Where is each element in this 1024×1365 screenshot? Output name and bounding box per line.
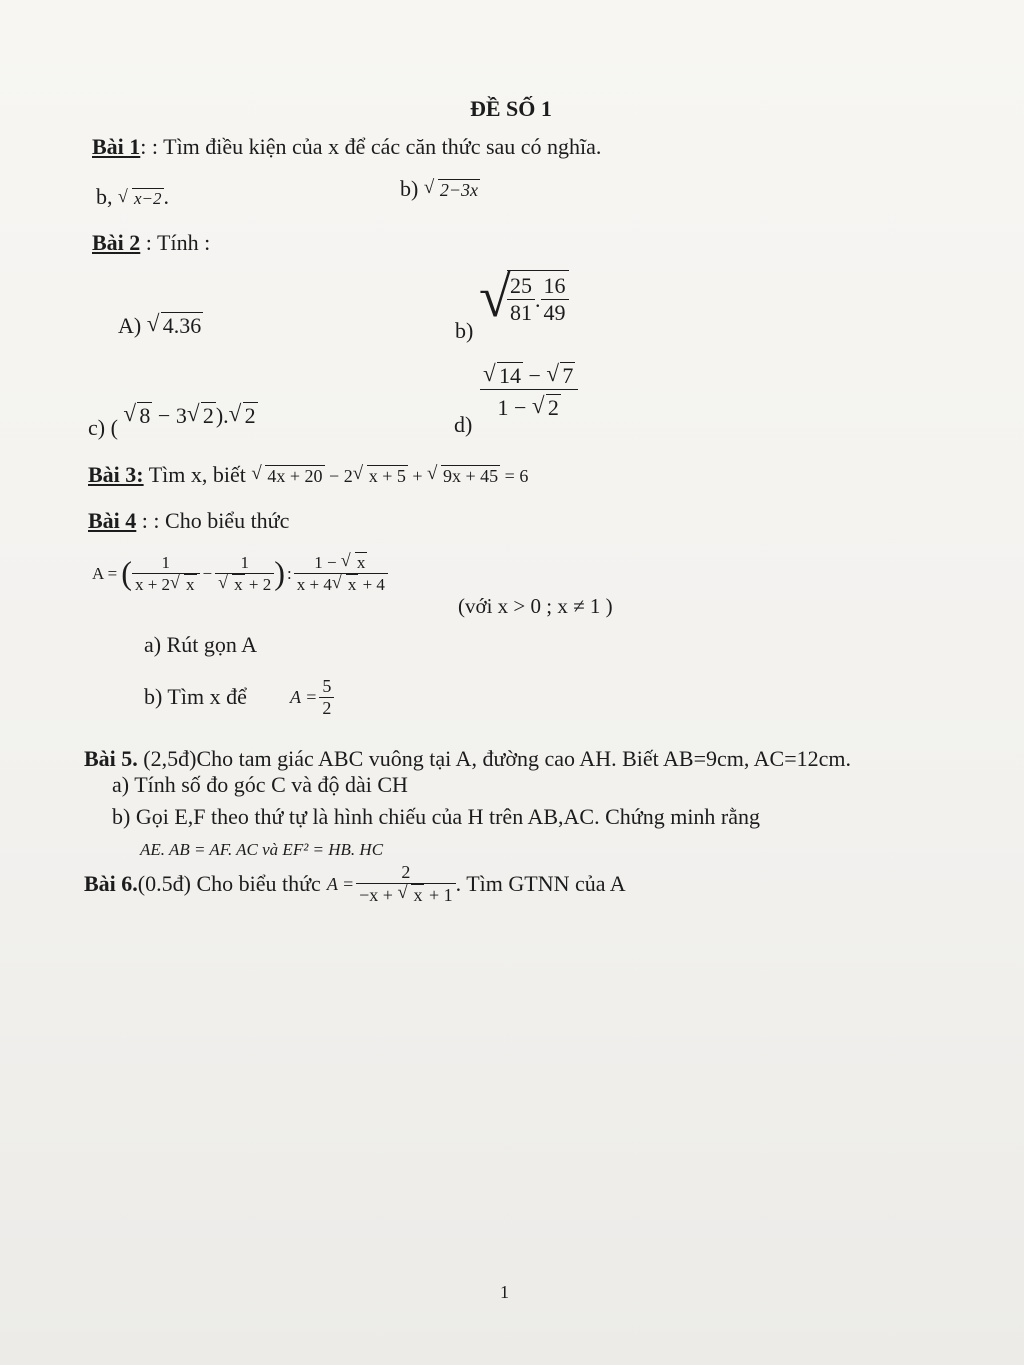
bai4-frac2 [215,553,274,595]
bai4-qb-num: 5 [322,676,332,696]
bai5-qb-equation: AE. AB = AF. AC và EF² = HB. HC [140,840,384,859]
bai4-condition: (với x > 0 ; x ≠ 1 ) [458,594,613,618]
bai2-c-radical3: √ 2 [228,400,256,428]
bai2-d-den: 1 − √ 2 [480,389,578,421]
bai4-minus: − [202,563,213,583]
bai4-f1-den-pre: x + 2 [134,574,171,594]
bai4-label: Bài 4 [88,508,137,533]
bai1-a-expr: x−2 [134,189,162,208]
bai4-f3-den: x + 4 √ x + 4 [294,573,388,595]
bai4-f2-den: √ x + 2 [215,573,274,595]
bai1-a-radical: √ x−2 [118,186,162,208]
bai4-f2-den-r: x [234,574,243,594]
bai1-a-label: b, [96,184,113,209]
bai1-intro: : : Tìm điều kiện của x để các căn thức sau có nghĩa. [140,134,602,159]
bai2-c-mid: − 3 [152,403,187,428]
bai5-label: Bài 5. [84,746,138,771]
bai2-d-frac [480,362,578,421]
bai2-b-frac1-den: 81 [507,299,535,326]
bai5-intro: (2,5đ)Cho tam giác ABC vuông tại A, đường cao AH. Biết AB=9cm, AC=12cm. [137,746,852,771]
bai4-colon: : [287,563,292,583]
bai6-frac [356,862,455,906]
bai4-f3-num-pre: 1 − [314,553,341,572]
bai3-intro: Tìm x, biết [143,462,252,487]
bai2-intro: : Tính : [140,230,211,255]
bai4-f3-num-r: x [356,553,366,572]
bai2-b-label: b) [455,318,474,343]
bai1-b-expr: 2−3x [439,180,478,200]
bai2-label: Bài 2 [92,230,141,255]
bai5-heading [84,746,851,772]
bai6-line [84,862,626,906]
bai3-r3: 9x + 45 [443,466,499,486]
bai2-part-a [118,312,203,339]
bai2-c-label: c) ( [88,415,118,440]
bai4-intro: : : Cho biểu thức [136,508,290,533]
bai1-heading [92,134,601,160]
bai2-b-frac1-num: 25 [510,273,532,298]
bai4-f1-num: 1 [161,552,170,572]
bai2-c-radical1: √ 8 [123,400,151,428]
bai2-d-den-pre: 1 − [497,395,532,420]
bai1-b-label: b) [400,176,419,201]
bai5-question-b: b) Gọi E,F theo thứ tự là hình chiếu của H trên AB,AC. Chứng minh rằng [112,804,761,829]
bai2-c-r1: 8 [139,403,151,428]
bai3-equation: √ 4x + 20 − 2 √ x + 5 + √ 9x + 45 = 6 [251,463,529,486]
bai2-a-expr: 4.36 [162,313,202,338]
bai4-qb-den: 2 [319,697,334,719]
bai4-qb-text: b) Tìm x để [144,684,247,709]
bai4-frac1 [132,553,200,595]
bai3-label: Bài 3: [88,462,144,487]
bai5-question-a: a) Tính số đo góc C và độ dài CH [112,772,408,797]
bai2-b-frac2 [541,273,569,326]
bai4-qb-equation [290,676,334,719]
bai1-a-end: . [163,184,170,209]
bai6-den-post: + 1 [424,885,453,905]
bai4-f3-den-post: + 4 [358,575,385,594]
bai1-label: Bài 1 [92,134,141,159]
bai2-b-radicand [507,270,569,326]
bai4-f2-den-post: + 2 [244,574,272,594]
bai3-r2: x + 5 [368,466,406,486]
bai6-end: . Tìm GTNN của A [455,871,626,896]
page-title: ĐỀ SỐ 1 [470,96,552,121]
bai2-d-label: d) [454,412,473,437]
bai2-a-label: A) [118,313,142,338]
bai4-qb-frac [319,676,334,719]
bai4-frac3 [294,552,388,595]
bai2-b-dot: . [535,286,541,312]
bai4-f1-den: x + 2 √ x [132,573,200,595]
bai4-open-paren: ( [121,555,132,591]
bai2-c-radical2: √ 2 [186,400,214,428]
bai1-b-radical: √ 2−3x [423,177,478,200]
bai6-den-pre: −x + [359,885,398,905]
bai4-question-b [144,684,247,710]
bai4-qb-eq: A = [290,687,318,707]
bai4-f2-num: 1 [240,552,249,572]
bai4-f1-den-r: x [186,574,195,594]
bai4-f3-den-r: x [347,575,357,594]
bai2-d-den-r: 2 [547,395,559,420]
bai2-b-frac1 [507,273,535,326]
bai6-eq: A = [326,873,355,894]
bai6-label: Bài 6. [84,871,138,896]
bai4-heading [88,508,289,534]
bai2-d-num-minus: − [523,363,547,388]
bai2-b-frac2-den: 49 [541,299,569,326]
bai2-d-num-r2: 7 [562,363,574,388]
bai4-question-a: a) Rút gọn A [144,632,258,657]
bai2-c-close: ). [215,403,229,428]
bai6-num: 2 [401,862,411,882]
bai1-part-a [96,184,169,210]
bai2-a-radical: √ 4.36 [146,310,202,338]
bai2-d-num-r1: 14 [499,363,521,388]
bai4-f3-num: 1 − √ x [314,550,366,572]
bai4-a-eq: A = [92,563,118,583]
bai2-heading [92,230,210,256]
bai3-m1: − 2 [324,466,353,486]
bai2-d-num: √ 14 − √ 7 [483,360,574,388]
bai6-intro: (0.5đ) Cho biểu thức [137,871,321,896]
bai6-den: −x + √ x + 1 [356,883,455,906]
bai2-b-radical-sign: √ [479,264,511,329]
bai2-c-r2: 2 [202,403,214,428]
bai6-den-r: x [413,885,423,905]
bai3-r1: 4x + 20 [267,466,323,486]
bai3-m2: + [407,466,428,486]
bai2-b-frac2-num: 16 [543,273,566,298]
bai4-f3-den-pre: x + 4 [296,575,332,594]
bai2-part-c [88,400,258,440]
page-number: 1 [500,1282,509,1302]
bai2-c-r3: 2 [244,403,256,428]
bai3-line [88,462,528,488]
bai4-expression [92,552,388,595]
bai4-close-paren: ) [274,555,285,591]
bai1-part-b [400,176,480,202]
bai3-end: = 6 [500,466,529,486]
